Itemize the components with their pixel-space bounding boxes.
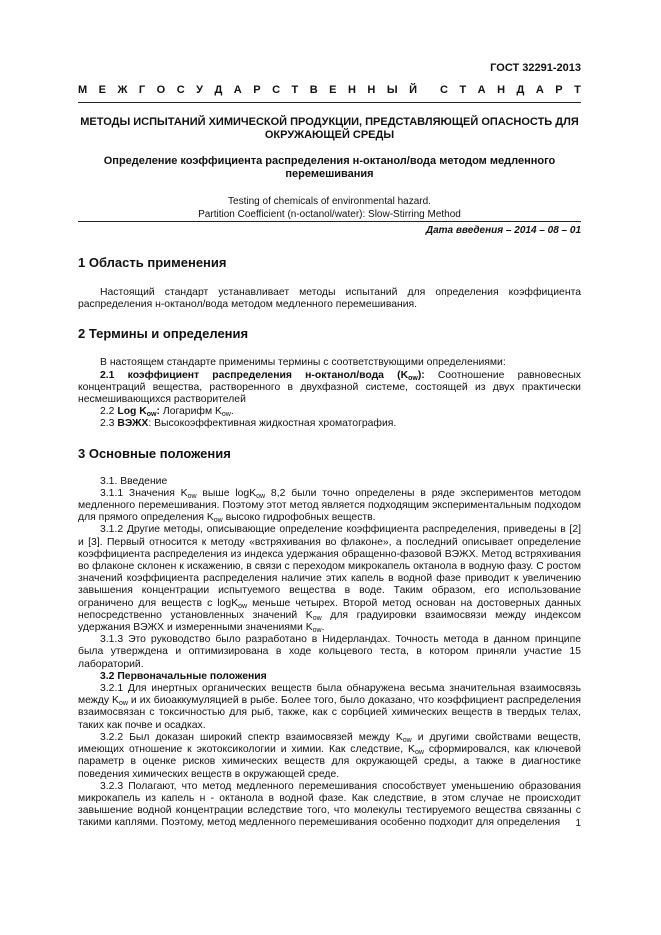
section-3-2-1: 3.2.1 Для инертных органических веществ была обнаружена весьма значительная взаимосвязь между $K_{ow}$ и их биоаккумуляцией в рыбе. Более того, было доказано, что коэффициент распределения взаимосвязан с токсичностью для рыб, также, как с сорбцией химических веществ в твердых телах, таких как почве и осадках.	[78, 683, 581, 731]
section-1-heading: 1 Область применения	[78, 255, 227, 270]
section-3-1-1: 3.1.1 Значения $K_{ow}$ выше logK$_{ow}$ 8,2 были точно определены в ряде экспериментов методом медленного перемешивания. Поэтому этот метод является подходящим экспериментальным подходом для прямого определения $K_{ow}$ высоко гидрофобных веществ.	[78, 487, 581, 525]
english-title-line1: Testing of chemicals of environmental hazard.	[228, 196, 431, 207]
standard-banner: М Е Ж Г О С У Д А Р С Т В Е Н Н Ы Й С Т А Н Д А Р Т	[78, 84, 581, 103]
term-2-1: 2.1 коэффициент распределения н-октанол/вода $(K_{ow})$: Соотношение равновесных концентраций вещества, растворенного в двухфазной системе, состоящей из двух практически несмешивающихся растворителей	[78, 369, 581, 406]
section-3-1: 3.1. Введение	[100, 475, 168, 487]
section-3-1-3: 3.1.3 Это руководство было разработано в Нидерландах. Точность метода в данном принципе была утверждена и оптимизирована в ходе кольцевого теста, в котором приняли участие 15 лабораторий.	[78, 634, 581, 670]
term-2-3: 2.3 ВЭЖХ: Высокоэффективная жидкостная хроматография.	[100, 418, 397, 430]
introduction-date: Дата введения – 2014 – 08 – 01	[78, 221, 581, 243]
section-3-heading: 3 Основные положения	[78, 445, 231, 461]
section-3-1-2: 3.1.2 Другие методы, описывающие определение коэффициента распределения, приведены в [2] и [3]. Первый относится к методу «встряхивания во флаконе», а последний описывает определение коэффициента распределения из индекса удержания обращенно-фазовой ВЭЖХ. Метод встряхивания во флаконе склонен к искажению, в связи с переходом микрокапель октанола в водную фазу. С ростом значений коэффициента распределения наличие этих капель в водной фазе приводит к увеличению завышения концентрации испытуемого вещества в воде. Таким образом, его использование ограничено для веществ с logK$_{ow}$ меньше четырех. Второй метод основан на достоверных данных непосредственно установленных значений $K_{ow}$ для градуировки взаимосвязи между индексом удержания ВЭЖХ и измеренными значениями $K_{ow}$.	[78, 524, 581, 635]
document-body	[78, 255, 581, 830]
subtitle: Определение коэффициента распределения н-октанол/вода методом медленного перемешивания	[103, 155, 556, 180]
term-2-2: 2.2 Log $K_{ow}$: Логарифм $K_{ow}$.	[100, 406, 234, 419]
section-1-paragraph: Настоящий стандарт устанавливает методы испытаний для определения коэффициента распределения н-октанол/вода методом медленного перемешивания.	[78, 287, 581, 311]
title-block	[78, 116, 581, 221]
gost-code: ГОСТ 32291-2013	[490, 62, 581, 74]
section-3-2-2: 3.2.2 Был доказан широкий спектр взаимосвязей между $K_{ow}$ и другими свойствами веществ, имеющих отношение к экотоксикологии и химии. Как следствие, $K_{ow}$ сформировался, как ключевой параметр в оценке рисков химических веществ для окружающей среды, а также в диагностике поведения химических веществ в окружающей среде.	[78, 731, 581, 780]
section-3-2-heading: 3.2 Первоначальные положения	[100, 670, 267, 682]
page-number: 1	[575, 818, 581, 829]
section-3-2-3: 3.2.3 Полагают, что метод медленного перемешивания способствует уменьшению образования микрокапель из капель н - октанола в водной фазе. Как следствие, в этом случае не происходит завышение водной концентрации вследствие того, что молекулы тестируемого вещества связанны с такими каплями. Поэтому, метод медленного перемешивания особенно подходит для определения	[78, 780, 581, 829]
section-2-intro: В настоящем стандарте применимы термины с соответствующими определениями:	[100, 357, 506, 369]
main-title: МЕТОДЫ ИСПЫТАНИЙ ХИМИЧЕСКОЙ ПРОДУКЦИИ, ПРЕДСТАВЛЯЮЩЕЙ ОПАСНОСТЬ ДЛЯ ОКРУЖАЮЩЕЙ СРЕДЫ	[80, 116, 579, 141]
english-title-line2: Partition Coefficient (n-octanol/water): Slow-Stirring Method	[198, 209, 461, 220]
section-2-heading: 2 Термины и определения	[78, 326, 249, 342]
